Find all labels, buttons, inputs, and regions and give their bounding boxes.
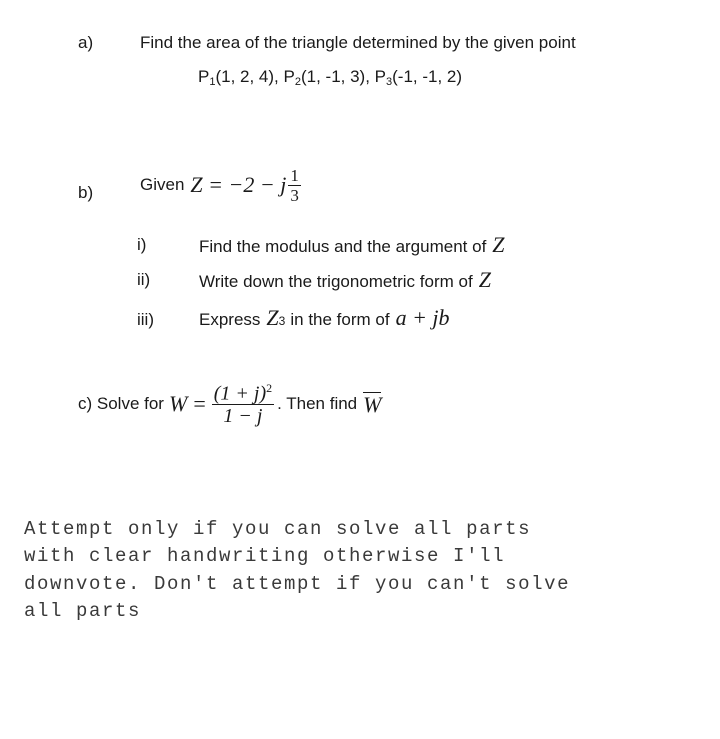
point-p2-coords: (1, -1, 3), [300,67,375,86]
point-p1-name: P [198,67,210,86]
item-iii-number: iii) [137,310,154,329]
point-p3-sub: 3 [386,76,393,88]
given-text: Given [140,175,185,194]
item-iii-exponent: 3 [278,314,286,328]
z-definition: Z = −2 − j [190,172,287,197]
part-b-label: b) [78,183,94,202]
item-i-number: i) [137,235,147,254]
part-c-label: c) Solve for [78,394,164,413]
part-a-label: a) [78,33,94,52]
item-iii-math: Z [266,305,279,330]
item-i-math: Z [492,232,505,257]
part-c-equals: = [193,391,206,416]
item-iii-text-after: in the form of [290,310,390,329]
part-a-question: Find the area of the triangle determined by the given point [140,33,576,52]
part-c-fraction [212,382,274,427]
part-c-numerator-base: (1 + j) [213,382,267,405]
z-fraction-numerator: 1 [290,165,299,185]
item-ii [199,267,491,293]
item-i [199,232,505,258]
item-iii-text-before: Express [199,310,261,329]
item-ii-text: Write down the trigonometric form of [199,272,473,291]
note-line-4: all parts [24,600,142,622]
item-iii-math-tail: a + jb [395,305,450,330]
note-line-3: downvote. Don't attempt if you can't solve [24,573,571,595]
note-line-2: with clear handwriting otherwise I'll [24,545,506,567]
point-p3-name: P [374,67,386,86]
part-c-denominator: 1 − j [223,405,263,428]
z-fraction-denominator: 3 [290,185,299,205]
z-fraction [288,167,301,204]
item-i-text: Find the modulus and the argument of [199,237,487,256]
part-c-then-text: . Then find [277,394,358,413]
point-p3-coords: (-1, -1, 2) [392,67,463,86]
point-p1-coords: (1, 2, 4), [215,67,284,86]
part-a-points [198,67,462,87]
point-p2-name: P [283,67,295,86]
item-ii-number: ii) [137,270,151,289]
note-line-1: Attempt only if you can solve all parts [24,518,532,540]
item-iii [199,305,450,331]
part-c-numerator [212,382,274,405]
part-b-given [140,160,301,210]
point-p1-sub: 1 [209,76,216,88]
part-c-w: W [168,391,188,416]
item-ii-math: Z [478,267,491,292]
part-c [78,376,381,432]
point-p2-sub: 2 [294,76,301,88]
part-c-numerator-exponent: 2 [266,380,273,395]
part-c-w-conjugate: W [363,392,382,417]
